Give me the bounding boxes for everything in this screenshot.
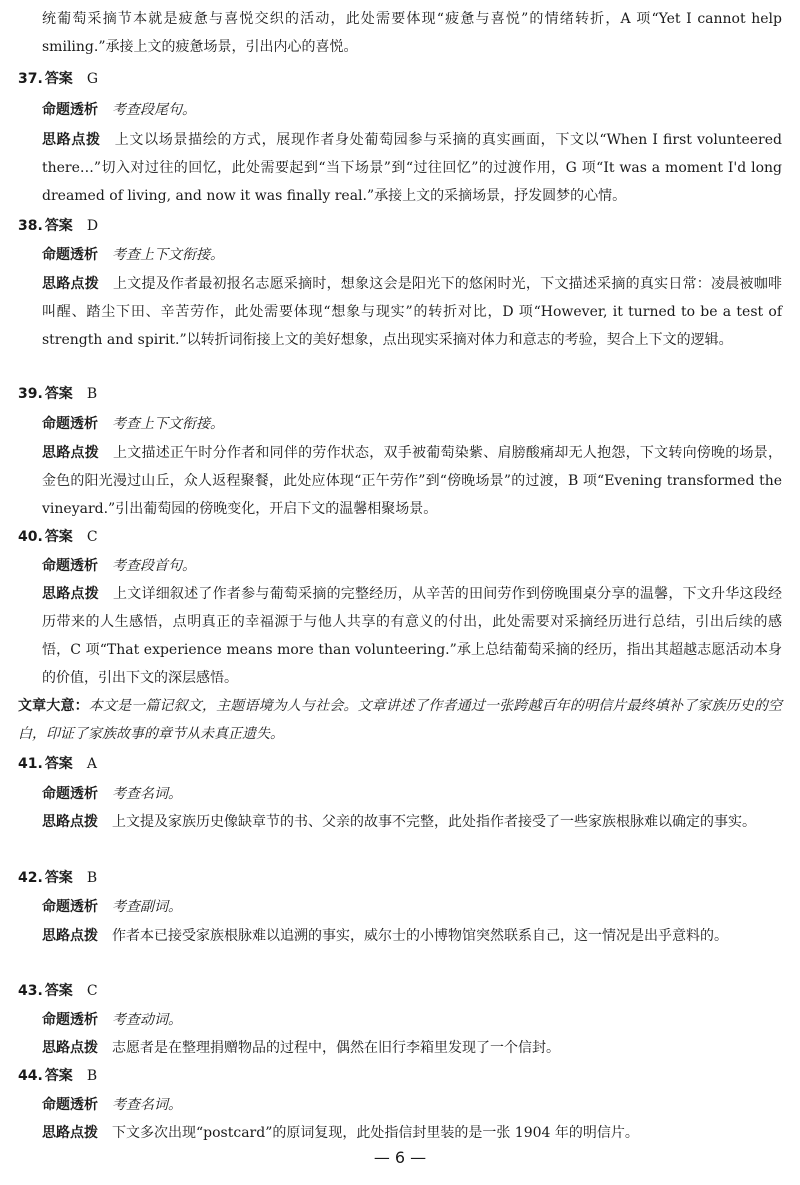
answer-letter: G bbox=[86, 71, 98, 87]
question-number: 42. bbox=[18, 870, 43, 886]
answer-label: 答案 bbox=[44, 218, 73, 234]
question-number: 38. bbox=[18, 218, 43, 234]
intent-label: 命题透析 bbox=[42, 558, 98, 574]
intro-paragraph: 统葡萄采摘节本就是疲惫与喜悦交织的活动，此处需要体现“疲惫与喜悦”的情绪转折，A 项“Yet I cannot help smiling.”承接上文的疲惫场景，引出内心的喜悦。 bbox=[42, 11, 782, 55]
hint-label: 思路点拨 bbox=[42, 276, 99, 292]
intent-label: 命题透析 bbox=[42, 247, 98, 263]
hint-text: 上文描述正午时分作者和同伴的劳作状态，双手被葡萄染紫、肩膀酸痛却无人抱怨，下文转向傍晚的场景，金色的阳光漫过山丘，众人返程聚餐，此处应体现“正午劳作”到“傍晚场景”的过渡，B 项“Evening transformed the vineyard.”引出葡萄园的傍晚变化，开启下文的温馨相聚场景。 bbox=[42, 445, 783, 517]
answer-label: 答案 bbox=[44, 756, 73, 772]
hint-text: 志愿者是在整理捐赠物品的过程中，偶然在旧行李箱里发现了一个信封。 bbox=[112, 1040, 560, 1056]
answer-letter: B bbox=[86, 386, 98, 402]
hint-text: 下文多次出现“postcard”的原词复现，此处指信封里装的是一张 1904 年的明信片。 bbox=[112, 1125, 639, 1141]
answer-label: 答案 bbox=[44, 870, 73, 886]
answer-letter: D bbox=[86, 218, 99, 234]
question-41-intent bbox=[42, 780, 782, 808]
intent-text: 考查上下文衔接。 bbox=[112, 247, 224, 263]
answer-letter: A bbox=[86, 756, 97, 772]
answer-letter: B bbox=[86, 1068, 98, 1084]
page-number: — 6 — bbox=[373, 1148, 427, 1167]
answer-label: 答案 bbox=[44, 983, 73, 999]
question-37-hint bbox=[42, 126, 782, 210]
hint-label: 思路点拨 bbox=[42, 928, 98, 944]
answer-letter: C bbox=[86, 529, 98, 545]
question-number: 37. bbox=[18, 71, 43, 87]
hint-label: 思路点拨 bbox=[42, 132, 101, 148]
summary-label: 文章大意： bbox=[18, 698, 89, 714]
question-42-answer bbox=[18, 864, 97, 892]
question-38-intent bbox=[42, 241, 782, 269]
intent-text: 考查段尾句。 bbox=[112, 102, 196, 118]
answer-label: 答案 bbox=[44, 529, 73, 545]
intent-label: 命题透析 bbox=[42, 102, 98, 118]
hint-label: 思路点拨 bbox=[42, 445, 99, 461]
intent-label: 命题透析 bbox=[42, 1012, 98, 1028]
question-44-hint bbox=[42, 1119, 782, 1147]
answer-label: 答案 bbox=[44, 1068, 73, 1084]
question-39-hint bbox=[42, 439, 782, 523]
question-number: 39. bbox=[18, 386, 43, 402]
question-44-intent bbox=[42, 1091, 782, 1119]
question-42-intent bbox=[42, 893, 782, 921]
intent-text: 考查副词。 bbox=[112, 899, 182, 915]
intent-text: 考查段首句。 bbox=[112, 558, 196, 574]
intent-text: 考查动词。 bbox=[112, 1012, 182, 1028]
question-44-answer bbox=[18, 1062, 97, 1090]
question-43-hint bbox=[42, 1034, 782, 1062]
hint-label: 思路点拨 bbox=[42, 814, 98, 830]
question-39-intent bbox=[42, 410, 782, 438]
question-number: 43. bbox=[18, 983, 43, 999]
question-43-intent bbox=[42, 1006, 782, 1034]
hint-text: 上文提及作者最初报名志愿采摘时，想象这会是阳光下的悠闲时光，下文描述采摘的真实日常：凌晨被咖啡叫醒、踏尘下田、辛苦劳作，此处需要体现“想象与现实”的转折对比，D 项“However, it turned to be a test of strength and spirit.”以转折词衔接上文的美好想象，点出现实采摘对体力和意志的考验，契合上下文的逻辑。 bbox=[42, 276, 783, 348]
intent-label: 命题透析 bbox=[42, 416, 98, 432]
question-43-answer bbox=[18, 977, 98, 1005]
article-summary bbox=[18, 692, 782, 748]
summary-text: 本文是一篇记叙文，主题语境为人与社会。文章讲述了作者通过一张跨越百年的明信片最终填补了家族历史的空白，印证了家族故事的章节从未真正遗失。 bbox=[18, 698, 783, 742]
answer-label: 答案 bbox=[44, 386, 73, 402]
question-number: 40. bbox=[18, 529, 43, 545]
question-40-answer bbox=[18, 523, 98, 551]
hint-text: 作者本已接受家族根脉难以追溯的事实，威尔士的小博物馆突然联系自己，这一情况是出乎意料的。 bbox=[112, 928, 728, 944]
answer-letter: B bbox=[86, 870, 98, 886]
question-42-hint bbox=[42, 922, 782, 950]
hint-text: 上文以场景描绘的方式，展现作者身处葡萄园参与采摘的真实画面，下文以“When I first volunteered there…”切入对过往的回忆，此处需要起到“当下场景”到“过往回忆”的过渡作用，G 项“It was a moment I'd long dreamed of living, and now it was finally real.”承接上文的采摘场景，抒发圆梦的心情。 bbox=[42, 132, 782, 204]
hint-label: 思路点拨 bbox=[42, 1040, 98, 1056]
answer-label: 答案 bbox=[44, 71, 73, 87]
question-number: 44. bbox=[18, 1068, 43, 1084]
question-38-hint bbox=[42, 270, 782, 354]
hint-text: 上文提及家族历史像缺章节的书、父亲的故事不完整，此处指作者接受了一些家族根脉难以确定的事实。 bbox=[112, 814, 756, 830]
intent-label: 命题透析 bbox=[42, 1097, 98, 1113]
question-40-hint bbox=[42, 580, 782, 692]
intent-text: 考查名词。 bbox=[112, 1097, 182, 1113]
hint-text: 上文详细叙述了作者参与葡萄采摘的完整经历，从辛苦的田间劳作到傍晚围桌分享的温馨，下文升华这段经历带来的人生感悟，点明真正的幸福源于与他人共享的有意义的付出，此处需要对采摘经历进行总结，引出后续的感悟，C 项“That experience means more than volunteering.”承上总结葡萄采摘的经历，指出其超越志愿活动本身的价值，引出下文的深层感悟。 bbox=[42, 586, 783, 686]
hint-label: 思路点拨 bbox=[42, 1125, 98, 1141]
answer-letter: C bbox=[86, 983, 98, 999]
question-40-intent bbox=[42, 552, 782, 580]
question-41-answer bbox=[18, 750, 97, 778]
question-37-intent bbox=[42, 96, 782, 124]
intent-text: 考查上下文衔接。 bbox=[112, 416, 224, 432]
question-number: 41. bbox=[18, 756, 43, 772]
question-37-answer bbox=[18, 65, 98, 93]
intent-text: 考查名词。 bbox=[112, 786, 182, 802]
intent-label: 命题透析 bbox=[42, 899, 98, 915]
question-41-hint bbox=[42, 808, 782, 836]
question-39-answer bbox=[18, 380, 97, 408]
question-38-answer bbox=[18, 212, 98, 240]
intent-label: 命题透析 bbox=[42, 786, 98, 802]
hint-label: 思路点拨 bbox=[42, 586, 99, 602]
